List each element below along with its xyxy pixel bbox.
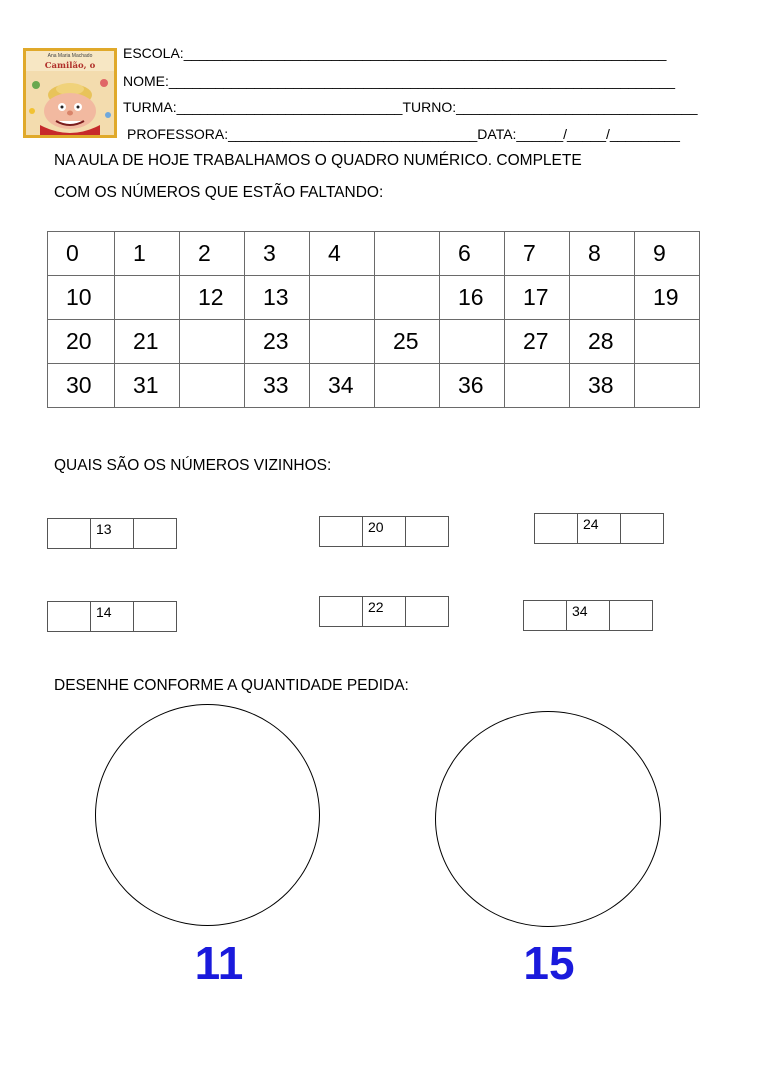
number-grid xyxy=(47,231,700,408)
professora-data-field: PROFESSORA:________________________________DATA:______/_____/_________ xyxy=(127,126,680,142)
grid-cell[interactable]: 1 xyxy=(115,232,180,276)
grid-cell[interactable] xyxy=(635,320,700,364)
grid-cell[interactable]: 34 xyxy=(310,364,375,408)
grid-cell[interactable]: 23 xyxy=(245,320,310,364)
book-author: Ana Maria Machado xyxy=(47,53,93,59)
grid-cell[interactable]: 7 xyxy=(505,232,570,276)
neighbor-blank-after[interactable] xyxy=(133,601,177,632)
grid-cell[interactable]: 9 xyxy=(635,232,700,276)
character-illustration xyxy=(26,71,114,135)
quantity-label-right: 15 xyxy=(523,937,575,989)
grid-cell[interactable] xyxy=(115,276,180,320)
neighbor-blank-before[interactable] xyxy=(319,596,363,627)
grid-cell[interactable]: 19 xyxy=(635,276,700,320)
grid-cell[interactable]: 31 xyxy=(115,364,180,408)
neighbor-box xyxy=(47,601,177,632)
quantity-label-left: 11 xyxy=(194,937,244,989)
neighbor-value: 34 xyxy=(566,600,610,631)
grid-cell[interactable] xyxy=(310,320,375,364)
grid-cell[interactable]: 2 xyxy=(180,232,245,276)
neighbor-blank-after[interactable] xyxy=(405,516,449,547)
grid-row xyxy=(48,276,700,320)
drawing-circle-left[interactable] xyxy=(95,704,320,926)
grid-cell[interactable]: 20 xyxy=(48,320,115,364)
grid-cell[interactable] xyxy=(375,364,440,408)
grid-cell[interactable] xyxy=(375,232,440,276)
grid-cell[interactable]: 0 xyxy=(48,232,115,276)
neighbor-value: 22 xyxy=(362,596,406,627)
grid-cell[interactable]: 8 xyxy=(570,232,635,276)
grid-cell[interactable]: 17 xyxy=(505,276,570,320)
drawing-circle-right[interactable] xyxy=(435,711,661,927)
neighbor-box xyxy=(534,513,664,544)
neighbor-box xyxy=(47,518,177,549)
grid-row xyxy=(48,320,700,364)
neighbor-blank-before[interactable] xyxy=(523,600,567,631)
book-title: Camilão, o xyxy=(44,61,96,71)
neighbor-blank-after[interactable] xyxy=(620,513,664,544)
neighbor-value: 20 xyxy=(362,516,406,547)
grid-cell[interactable] xyxy=(505,364,570,408)
grid-cell[interactable]: 13 xyxy=(245,276,310,320)
grid-cell[interactable]: 16 xyxy=(440,276,505,320)
grid-cell[interactable]: 4 xyxy=(310,232,375,276)
grid-cell[interactable] xyxy=(310,276,375,320)
grid-cell[interactable] xyxy=(635,364,700,408)
grid-cell[interactable]: 6 xyxy=(440,232,505,276)
grid-cell[interactable] xyxy=(440,320,505,364)
neighbor-blank-after[interactable] xyxy=(609,600,653,631)
neighbor-box xyxy=(523,600,653,631)
book-cover-image xyxy=(23,48,117,138)
grid-cell[interactable] xyxy=(180,320,245,364)
grid-cell[interactable]: 30 xyxy=(48,364,115,408)
neighbor-blank-before[interactable] xyxy=(47,518,91,549)
neighbor-blank-before[interactable] xyxy=(534,513,578,544)
grid-cell[interactable]: 28 xyxy=(570,320,635,364)
grid-cell[interactable]: 33 xyxy=(245,364,310,408)
grid-cell[interactable] xyxy=(570,276,635,320)
grid-cell[interactable]: 10 xyxy=(48,276,115,320)
neighbors-title: QUAIS SÃO OS NÚMEROS VIZINHOS: xyxy=(54,457,332,474)
grid-cell[interactable]: 36 xyxy=(440,364,505,408)
neighbor-blank-before[interactable] xyxy=(319,516,363,547)
instruction-line-2: COM OS NÚMEROS QUE ESTÃO FALTANDO: xyxy=(54,184,384,201)
neighbor-blank-before[interactable] xyxy=(47,601,91,632)
grid-cell[interactable]: 21 xyxy=(115,320,180,364)
neighbor-box xyxy=(319,516,449,547)
neighbor-blank-after[interactable] xyxy=(133,518,177,549)
grid-row xyxy=(48,364,700,408)
grid-cell[interactable]: 12 xyxy=(180,276,245,320)
neighbor-value: 24 xyxy=(577,513,621,544)
grid-cell[interactable]: 3 xyxy=(245,232,310,276)
grid-cell[interactable] xyxy=(375,276,440,320)
grid-cell[interactable]: 27 xyxy=(505,320,570,364)
grid-row xyxy=(48,232,700,276)
neighbor-blank-after[interactable] xyxy=(405,596,449,627)
nome-field: NOME:_________________________________________________________________ xyxy=(123,73,675,89)
grid-cell[interactable]: 25 xyxy=(375,320,440,364)
turma-turno-field: TURMA:_____________________________TURNO:_______________________________ xyxy=(123,99,698,115)
instruction-line-1: NA AULA DE HOJE TRABALHAMOS O QUADRO NUMÉRICO. COMPLETE xyxy=(54,152,582,169)
neighbor-value: 14 xyxy=(90,601,134,632)
escola-field: ESCOLA:______________________________________________________________ xyxy=(123,45,667,61)
drawing-title: DESENHE CONFORME A QUANTIDADE PEDIDA: xyxy=(54,677,409,694)
neighbor-box xyxy=(319,596,449,627)
grid-cell[interactable] xyxy=(180,364,245,408)
neighbor-value: 13 xyxy=(90,518,134,549)
grid-cell[interactable]: 38 xyxy=(570,364,635,408)
